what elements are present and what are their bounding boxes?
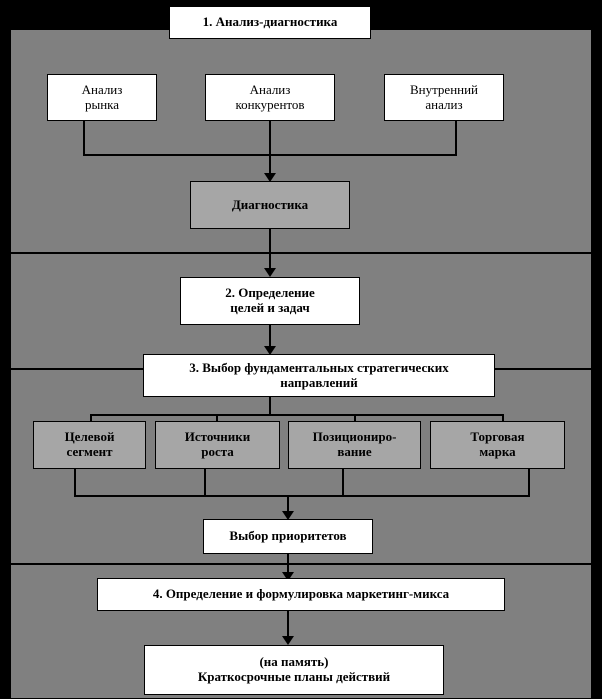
- box-trademark: [430, 421, 565, 469]
- box-target-segment-line1: Целевой: [64, 429, 115, 445]
- connector-to-growth: [216, 414, 218, 421]
- box-short-term-plans-line2: Краткосрочные планы действий: [197, 669, 391, 684]
- arrow-to-memo: [282, 636, 294, 645]
- box-priority-selection: [203, 519, 373, 554]
- box-growth-sources-line1: Источники: [184, 429, 251, 445]
- connector-competitors-down: [269, 121, 271, 154]
- box-internal-analysis-line2: анализ: [425, 96, 463, 112]
- stage-4-header-label: 4. Определение и формулировка маркетинг-микса: [152, 586, 450, 602]
- box-trademark-line1: Торговая: [470, 429, 525, 445]
- box-competitor-analysis-line2: конкурентов: [235, 96, 305, 112]
- box-competitor-analysis-line1: Анализ: [249, 81, 291, 97]
- box-positioning-line1: Позициониро-: [312, 429, 397, 445]
- connector-stage3-collect: [74, 495, 530, 497]
- title-block-label: 1. Анализ-диагностика: [202, 14, 338, 30]
- connector-growth-down: [204, 469, 206, 495]
- box-market-analysis: [47, 74, 157, 121]
- box-market-analysis-line1: Анализ: [81, 81, 123, 97]
- box-target-segment-line2: сегмент: [66, 444, 113, 459]
- box-goals-line2: целей и задач: [230, 300, 310, 315]
- box-short-term-plans: [144, 645, 444, 695]
- connector-segment-down: [74, 469, 76, 495]
- connector-to-positioning: [354, 414, 356, 421]
- arrow-to-goals: [264, 268, 276, 277]
- box-goals-line1: 2. Определение: [225, 285, 315, 301]
- box-positioning-line2: вание: [337, 444, 372, 459]
- connector-internal-down: [455, 121, 457, 154]
- box-diagnostics-label: Диагностика: [231, 196, 309, 212]
- connector-positioning-down: [342, 469, 344, 495]
- connector-priorities-to-stage4: [287, 554, 289, 574]
- box-market-analysis-line2: рынка: [84, 96, 120, 112]
- connector-to-brand: [502, 414, 504, 421]
- box-growth-sources: [155, 421, 280, 469]
- title-block: [169, 6, 371, 39]
- stage-3-header: [143, 354, 495, 397]
- stage-3-header-line1: 3. Выбор фундаментальных стратегических: [189, 359, 449, 375]
- box-trademark-line2: марка: [479, 444, 516, 459]
- box-target-segment: [33, 421, 146, 469]
- connector-bus-to-diagnostics: [269, 154, 271, 175]
- connector-to-segment: [90, 414, 92, 421]
- connector-brand-down: [528, 469, 530, 495]
- connector-market-down: [83, 121, 85, 154]
- connector-stage3-header-down: [269, 397, 271, 414]
- box-competitor-analysis: [205, 74, 335, 121]
- stage-3-header-line2: направлений: [280, 374, 358, 390]
- stage-4-header: [97, 578, 505, 611]
- box-goals-and-objectives: [180, 277, 360, 325]
- box-growth-sources-line2: роста: [201, 444, 234, 459]
- connector-stage4-to-memo: [287, 611, 289, 638]
- box-internal-analysis: [384, 74, 504, 121]
- connector-stage3-distribute: [90, 414, 503, 416]
- box-short-term-plans-line1: (на память): [259, 654, 329, 670]
- box-priority-selection-label: Выбор приоритетов: [229, 528, 347, 544]
- box-internal-analysis-line1: Внутренний: [409, 81, 479, 97]
- box-diagnostics: [190, 181, 350, 229]
- connector-diagnostics-to-goals: [269, 229, 271, 272]
- box-positioning: [288, 421, 421, 469]
